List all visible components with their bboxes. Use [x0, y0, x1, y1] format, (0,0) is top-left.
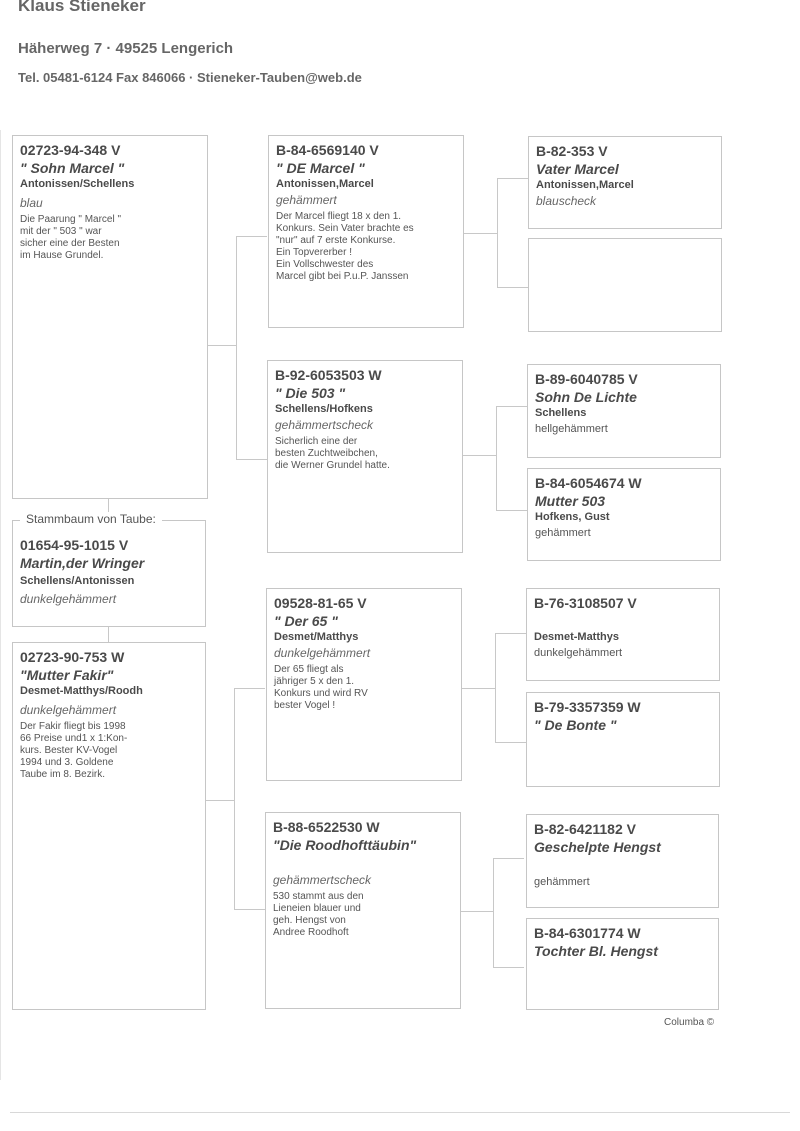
connector-line	[461, 688, 496, 689]
breeder: Antonissen,Marcel	[536, 179, 634, 191]
ring-number: B-92-6053503 W	[275, 367, 382, 383]
ring-number: B-84-6569140 V	[276, 142, 379, 158]
pigeon-notes: Sicherlich eine der besten Zuchtweibchen, die Werner Grundel hatte.	[275, 436, 390, 471]
ring-number: 01654-95-1015 V	[20, 537, 129, 553]
ring-number: B-88-6522530 W	[273, 819, 380, 835]
dam-dam-sire-card	[526, 814, 719, 908]
breeder: Desmet-Matthys/Roodh	[20, 685, 143, 697]
dam-sire-card	[266, 588, 462, 781]
ring-number: 02723-90-753 W	[20, 649, 125, 665]
pigeon-name: "Die Roodhofttäubin"	[273, 837, 417, 853]
color-pattern: gehämmert	[534, 876, 590, 888]
breeder: Schellens/Antonissen	[20, 575, 135, 587]
pigeon-name: " Der 65 "	[274, 613, 338, 629]
breeder: Desmet/Matthys	[274, 631, 359, 643]
subject-card	[12, 520, 206, 627]
scan-edge	[0, 130, 1, 1080]
breeder: Schellens	[535, 407, 587, 419]
connector-line	[495, 633, 496, 743]
ring-number: B-82-353 V	[536, 143, 608, 159]
pigeon-name: Mutter 503	[535, 493, 606, 509]
connector-line	[496, 406, 497, 511]
pigeon-name: " Sohn Marcel "	[20, 160, 125, 176]
owner-contact: Tel. 05481-6124 Fax 846066 · Stieneker-Tauben@web.de	[18, 70, 362, 85]
breeder: Antonissen,Marcel	[276, 178, 374, 190]
color-pattern: gehämmert	[276, 193, 337, 207]
breeder: Schellens/Hofkens	[275, 403, 373, 415]
sire-dam-dam-card	[527, 468, 721, 561]
sire-sire-card	[268, 135, 464, 328]
sire-dam-card	[267, 360, 463, 553]
dam-dam-dam-card	[526, 918, 719, 1010]
color-pattern: blau	[20, 196, 43, 210]
pigeon-notes: Der Marcel fliegt 18 x den 1. Konkurs. Sein Vater brachte es "nur" auf 7 erste Konkurse. Ein Topvererber ! Ein Vollschwester des Marcel gibt bei P.u.P. Janssen	[276, 211, 414, 282]
color-pattern: hellgehämmert	[535, 423, 608, 435]
dam-sire-sire-card	[526, 588, 720, 681]
connector-line	[493, 858, 524, 859]
ring-number: 09528-81-65 V	[274, 595, 367, 611]
pigeon-name: " DE Marcel "	[276, 160, 365, 176]
pigeon-name: Sohn De Lichte	[535, 389, 637, 405]
dam-card	[12, 642, 206, 1010]
connector-line	[234, 909, 265, 910]
ring-number: B-79-3357359 W	[534, 699, 641, 715]
ring-number: B-89-6040785 V	[535, 371, 638, 387]
scan-bottom-line	[10, 1112, 790, 1113]
connector-line	[495, 742, 526, 743]
pigeon-notes: Der Fakir fliegt bis 1998 66 Preise und1 x 1:Kon- kurs. Bester KV-Vogel 1994 und 3. Goldene Taube im 8. Bezirk.	[20, 721, 128, 780]
pigeon-notes: Der 65 fliegt als jähriger 5 x den 1. Konkurs und wird RV bester Vogel !	[274, 664, 368, 711]
color-pattern: dunkelgehämmert	[20, 592, 117, 606]
pigeon-name: Geschelpte Hengst	[534, 839, 661, 855]
color-pattern: gehämmert	[535, 527, 591, 539]
ring-number: B-84-6054674 W	[535, 475, 642, 491]
connector-line	[236, 236, 237, 460]
pigeon-name: " Die 503 "	[275, 385, 346, 401]
connector-line	[234, 688, 235, 910]
connector-line	[234, 688, 265, 689]
connector-line	[459, 911, 494, 912]
pigeon-name: " De Bonte "	[534, 717, 617, 733]
color-pattern: dunkelgehämmert	[534, 647, 623, 659]
ring-number: 02723-94-348 V	[20, 142, 121, 158]
breeder: Hofkens, Gust	[535, 511, 610, 523]
connector-line	[236, 459, 267, 460]
connector-line	[207, 345, 237, 346]
color-pattern: gehämmertscheck	[273, 873, 372, 887]
color-pattern: dunkelgehämmert	[274, 646, 371, 660]
breeder: Desmet-Matthys	[534, 631, 619, 643]
ring-number: B-82-6421182 V	[534, 821, 636, 837]
pigeon-notes: Die Paarung " Marcel " mit der " 503 " war sicher eine der Besten im Hause Grundel.	[20, 214, 122, 261]
sire-card	[12, 135, 208, 499]
connector-line	[497, 178, 528, 179]
software-credit: Columba ©	[664, 1017, 715, 1028]
connector-line	[108, 626, 109, 642]
connector-line	[496, 510, 527, 511]
connector-line	[205, 800, 235, 801]
pigeon-name: "Mutter Fakir"	[20, 667, 114, 683]
pigeon-name: Vater Marcel	[536, 161, 619, 177]
connector-line	[495, 633, 526, 634]
sire-sire-dam-card	[528, 238, 722, 332]
pigeon-name: Martin,der Wringer	[20, 555, 145, 571]
connector-line	[493, 858, 494, 968]
dam-sire-dam-card	[526, 692, 720, 787]
sire-dam-sire-card	[527, 364, 721, 458]
ring-number: B-84-6301774 W	[534, 925, 641, 941]
pigeon-notes: 530 stammt aus den Lieneien blauer und geh. Hengst von Andree Roodhoft	[273, 891, 364, 938]
pedigree-label: Stammbaum von Taube:	[20, 512, 162, 526]
color-pattern: gehämmertscheck	[275, 418, 374, 432]
breeder: Antonissen/Schellens	[20, 178, 135, 190]
ring-number: B-76-3108507 V	[534, 595, 637, 611]
dam-dam-card	[265, 812, 461, 1009]
connector-line	[463, 233, 498, 234]
color-pattern: blauscheck	[536, 194, 597, 208]
connector-line	[497, 287, 528, 288]
pigeon-name: Tochter Bl. Hengst	[534, 943, 658, 959]
owner-name: Klaus Stieneker	[18, 0, 146, 15]
connector-line	[462, 455, 497, 456]
connector-line	[497, 178, 498, 288]
connector-line	[493, 967, 524, 968]
owner-address: Häherweg 7 · 49525 Lengerich	[18, 40, 234, 57]
connector-line	[236, 236, 267, 237]
color-pattern: dunkelgehämmert	[20, 703, 117, 717]
connector-line	[496, 406, 527, 407]
sire-sire-sire-card	[528, 136, 722, 229]
